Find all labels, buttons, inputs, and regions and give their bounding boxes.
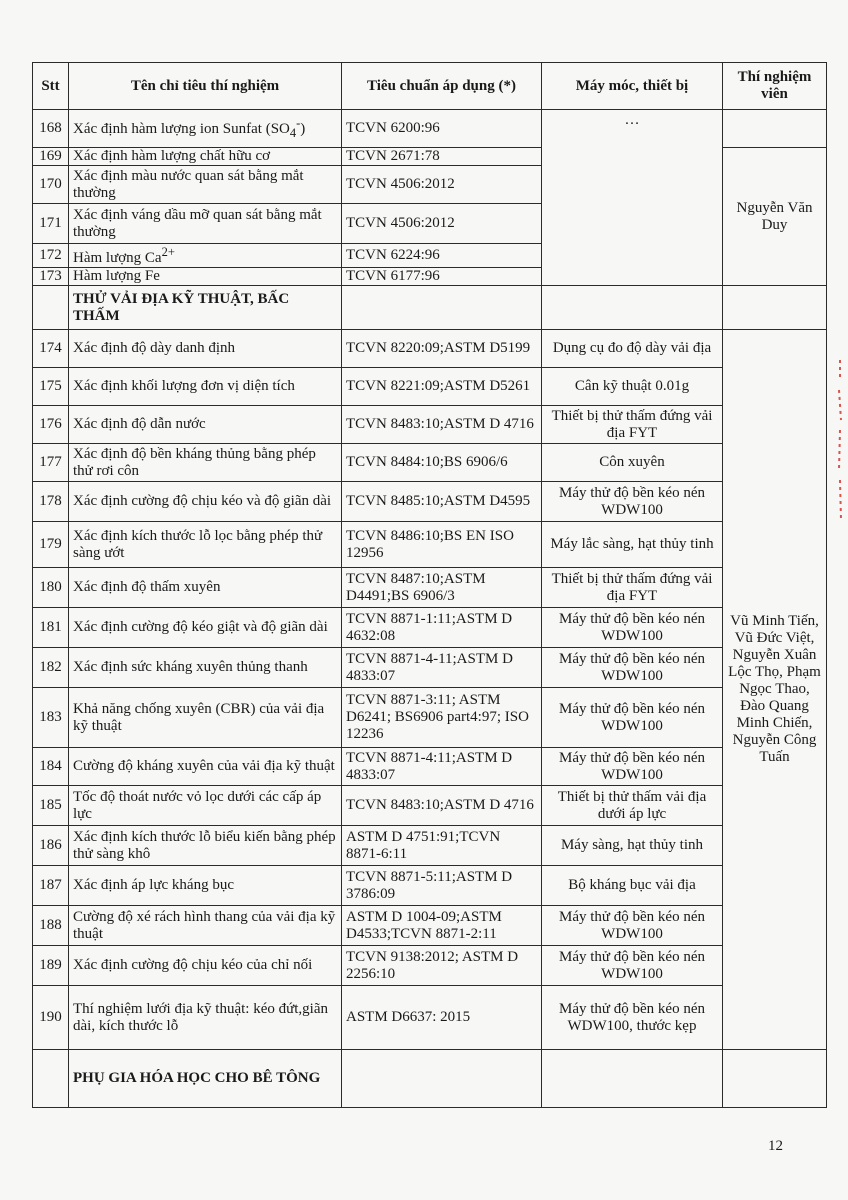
col-stt: Stt xyxy=(33,63,69,110)
row-name: Tốc độ thoát nước vỏ lọc dưới các cấp áp lực xyxy=(69,786,342,826)
table-row xyxy=(33,368,827,406)
col-device: Máy móc, thiết bị xyxy=(542,63,723,110)
row-device: Dụng cụ đo độ dày vải địa xyxy=(542,330,723,368)
row-stt: 185 xyxy=(33,786,69,826)
table-row xyxy=(33,986,827,1050)
row-standard: ASTM D 1004-09;ASTM D4533;TCVN 8871-2:11 xyxy=(342,906,542,946)
row-stt: 182 xyxy=(33,648,69,688)
row-stt: 174 xyxy=(33,330,69,368)
table-row xyxy=(33,748,827,786)
table-row xyxy=(33,568,827,608)
staff-cell xyxy=(723,286,827,330)
staff-cell xyxy=(723,1050,827,1108)
row-standard: TCVN 6200:96 xyxy=(342,110,542,148)
row-stt: 178 xyxy=(33,482,69,522)
row-name: Xác định khối lượng đơn vị diện tích xyxy=(69,368,342,406)
row-stt: 190 xyxy=(33,986,69,1050)
table-header xyxy=(33,63,827,110)
table-row xyxy=(33,786,827,826)
section-row xyxy=(33,286,827,330)
row-stt: 187 xyxy=(33,866,69,906)
col-standard: Tiêu chuẩn áp dụng (*) xyxy=(342,63,542,110)
row-stt: 180 xyxy=(33,568,69,608)
row-name: Xác định kích thước lỗ biểu kiến bằng phép thử sàng khô xyxy=(69,826,342,866)
row-standard: TCVN 6224:96 xyxy=(342,244,542,268)
row-standard: TCVN 8486:10;BS EN ISO 12956 xyxy=(342,522,542,568)
table-row xyxy=(33,946,827,986)
row-name: Xác định màu nước quan sát bằng mắt thường xyxy=(69,166,342,204)
row-standard: TCVN 8871-4-11;ASTM D 4833:07 xyxy=(342,648,542,688)
table-row xyxy=(33,866,827,906)
row-standard: TCVN 8871-4:11;ASTM D 4833:07 xyxy=(342,748,542,786)
test-table xyxy=(32,62,827,1108)
row-device: Máy sàng, hạt thủy tinh xyxy=(542,826,723,866)
table-row xyxy=(33,444,827,482)
row-standard: TCVN 8220:09;ASTM D5199 xyxy=(342,330,542,368)
table-row xyxy=(33,406,827,444)
row-standard: TCVN 8871-1:11;ASTM D 4632:08 xyxy=(342,608,542,648)
row-device: Máy thử độ bền kéo nén WDW100 xyxy=(542,648,723,688)
row-name: Xác định độ thấm xuyên xyxy=(69,568,342,608)
row-name: Khả năng chống xuyên (CBR) của vải địa kỹ thuật xyxy=(69,688,342,748)
row-device: Côn xuyên xyxy=(542,444,723,482)
row-device: Thiết bị thử thấm vải địa dưới áp lực xyxy=(542,786,723,826)
row-device xyxy=(542,1050,723,1108)
row-name: Xác định cường độ chịu kéo và độ giãn dài xyxy=(69,482,342,522)
row-name: Thí nghiệm lưới địa kỹ thuật: kéo đứt,giãn dài, kích thước lỗ xyxy=(69,986,342,1050)
row-stt: 168 xyxy=(33,110,69,148)
col-name: Tên chỉ tiêu thí nghiệm xyxy=(69,63,342,110)
row-stt: 175 xyxy=(33,368,69,406)
row-device: Máy thử độ bền kéo nén WDW100 xyxy=(542,482,723,522)
row-standard xyxy=(342,286,542,330)
row-name: Xác định cường độ chịu kéo của chỉ nối xyxy=(69,946,342,986)
row-standard: TCVN 8221:09;ASTM D5261 xyxy=(342,368,542,406)
row-standard: TCVN 8484:10;BS 6906/6 xyxy=(342,444,542,482)
row-standard: TCVN 9138:2012; ASTM D 2256:10 xyxy=(342,946,542,986)
row-device: Máy thử độ bền kéo nén WDW100 xyxy=(542,608,723,648)
table-row xyxy=(33,906,827,946)
row-standard: TCVN 4506:2012 xyxy=(342,204,542,244)
table-row xyxy=(33,688,827,748)
row-standard: TCVN 8483:10;ASTM D 4716 xyxy=(342,786,542,826)
row-stt: 171 xyxy=(33,204,69,244)
row-standard: ASTM D 4751:91;TCVN 8871-6:11 xyxy=(342,826,542,866)
row-device: Máy thử độ bền kéo nén WDW100 xyxy=(542,688,723,748)
row-stt xyxy=(33,286,69,330)
table-row xyxy=(33,648,827,688)
table-row xyxy=(33,608,827,648)
section-title: THỬ VẢI ĐỊA KỸ THUẬT, BẤC THẤM xyxy=(69,286,342,330)
staff-cell: Nguyễn Văn Duy xyxy=(723,148,827,286)
table-row xyxy=(33,110,827,148)
row-standard: TCVN 6177:96 xyxy=(342,268,542,286)
staff-cell xyxy=(723,110,827,148)
row-name: Cường độ xé rách hình thang của vải địa kỹ thuật xyxy=(69,906,342,946)
row-stt: 188 xyxy=(33,906,69,946)
row-name: Xác định độ bền kháng thủng bằng phép thử rơi côn xyxy=(69,444,342,482)
row-standard: TCVN 8485:10;ASTM D4595 xyxy=(342,482,542,522)
row-standard: TCVN 2671:78 xyxy=(342,148,542,166)
row-standard: TCVN 4506:2012 xyxy=(342,166,542,204)
table-row xyxy=(33,330,827,368)
row-standard: TCVN 8487:10;ASTM D4491;BS 6906/3 xyxy=(342,568,542,608)
row-name: Cường độ kháng xuyên của vải địa kỹ thuật xyxy=(69,748,342,786)
row-stt: 179 xyxy=(33,522,69,568)
row-device: Máy lắc sàng, hạt thủy tinh xyxy=(542,522,723,568)
row-standard: ASTM D6637: 2015 xyxy=(342,986,542,1050)
row-name: Xác định độ dẫn nước xyxy=(69,406,342,444)
row-stt: 169 xyxy=(33,148,69,166)
table-row xyxy=(33,826,827,866)
row-stt xyxy=(33,1050,69,1108)
row-stt: 184 xyxy=(33,748,69,786)
row-device: Cân kỹ thuật 0.01g xyxy=(542,368,723,406)
row-device: Thiết bị thử thấm đứng vải địa FYT xyxy=(542,568,723,608)
row-stt: 177 xyxy=(33,444,69,482)
row-name: Xác định kích thước lỗ lọc bằng phép thử sàng ướt xyxy=(69,522,342,568)
row-stt: 173 xyxy=(33,268,69,286)
row-device: Thiết bị thử thấm đứng vải địa FYT xyxy=(542,406,723,444)
row-device xyxy=(542,286,723,330)
page-number: 12 xyxy=(768,1138,783,1154)
col-staff: Thí nghiệm viên xyxy=(723,63,827,110)
row-stt: 189 xyxy=(33,946,69,986)
red-stamp-mark-icon xyxy=(836,360,844,520)
row-name: Xác định sức kháng xuyên thủng thanh xyxy=(69,648,342,688)
row-device: Máy thử độ bền kéo nén WDW100 xyxy=(542,906,723,946)
row-device: Máy thử độ bền kéo nén WDW100, thước kẹp xyxy=(542,986,723,1050)
row-stt: 181 xyxy=(33,608,69,648)
row-standard: TCVN 8871-3:11; ASTM D6241; BS6906 part4:97; ISO 12236 xyxy=(342,688,542,748)
row-name: Xác định váng dầu mỡ quan sát bằng mắt thường xyxy=(69,204,342,244)
row-name: Xác định áp lực kháng bục xyxy=(69,866,342,906)
device-cell: … xyxy=(542,110,723,286)
row-standard: TCVN 8871-5:11;ASTM D 3786:09 xyxy=(342,866,542,906)
row-device: Máy thử độ bền kéo nén WDW100 xyxy=(542,748,723,786)
row-device: Máy thử độ bền kéo nén WDW100 xyxy=(542,946,723,986)
row-stt: 183 xyxy=(33,688,69,748)
row-name: Xác định hàm lượng chất hữu cơ xyxy=(69,148,342,166)
row-standard: TCVN 8483:10;ASTM D 4716 xyxy=(342,406,542,444)
row-name: Hàm lượng Fe xyxy=(69,268,342,286)
row-name: Xác định độ dày danh định xyxy=(69,330,342,368)
row-stt: 172 xyxy=(33,244,69,268)
row-name: Xác định cường độ kéo giật và độ giãn dài xyxy=(69,608,342,648)
row-name: Xác định hàm lượng ion Sunfat $(SO_4^-)$ xyxy=(69,110,342,148)
table-row xyxy=(33,482,827,522)
table-row xyxy=(33,522,827,568)
row-name: Hàm lượng $Ca^{2+}$ xyxy=(69,244,342,268)
row-stt: 186 xyxy=(33,826,69,866)
row-stt: 170 xyxy=(33,166,69,204)
section-title: PHỤ GIA HÓA HỌC CHO BÊ TÔNG xyxy=(69,1050,342,1108)
row-stt: 176 xyxy=(33,406,69,444)
staff-cell: Vũ Minh Tiến, Vũ Đức Việt, Nguyễn Xuân Lộc Thọ, Phạm Ngọc Thao, Đào Quang Minh Chiến, Nguyễn Công Tuấn xyxy=(723,330,827,1050)
row-device: Bộ kháng bục vải địa xyxy=(542,866,723,906)
section-row xyxy=(33,1050,827,1108)
row-standard xyxy=(342,1050,542,1108)
